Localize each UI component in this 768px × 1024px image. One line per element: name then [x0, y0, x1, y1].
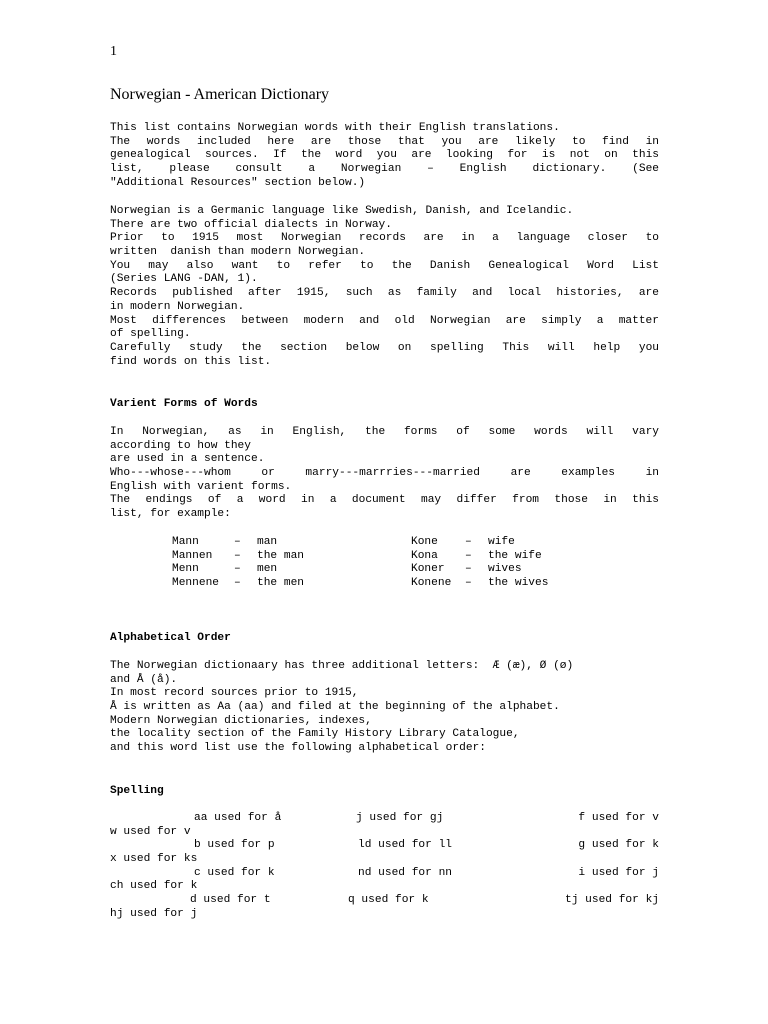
word-cell: Mann	[172, 536, 199, 548]
spelling-row-wrap	[110, 908, 659, 922]
text-line: Norwegian is a Germanic language like Swedish, Danish, and Icelandic.	[110, 205, 574, 217]
spelling-row-wrap	[110, 826, 659, 840]
word-cell: Konene	[411, 577, 452, 590]
spelling-rule: nd used for nn	[358, 866, 452, 879]
word-example-row	[110, 536, 568, 550]
dash-cell: –	[234, 549, 241, 562]
spelling-rule: j used for gj	[356, 812, 444, 824]
spelling-row-wrap	[110, 853, 659, 867]
word-cell: the man	[257, 549, 304, 562]
text-line: Modern Norwegian dictionaries, indexes,	[110, 714, 372, 727]
dash-cell: –	[234, 563, 241, 576]
text-line: The endings of a word in a document may differ from those in this	[110, 494, 659, 507]
word-cell: the wives	[488, 577, 549, 590]
text-line: There are two official dialects in Norway.	[110, 218, 392, 231]
dash-cell: –	[465, 549, 472, 562]
word-cell: man	[257, 536, 278, 548]
text-line: Carefully study the section below on spelling This will help you	[110, 341, 659, 354]
section-heading-spelling: Spelling	[110, 785, 164, 797]
text-line: In most record sources prior to 1915,	[110, 687, 359, 700]
section-heading-alphabetical-order: Alphabetical Order	[110, 632, 231, 644]
text-line: the locality section of the Family History Library Catalogue,	[110, 728, 520, 741]
word-cell: Menn	[172, 563, 199, 576]
text-line: Who---whose---whom or marry---marrries---married are examples in	[110, 467, 659, 480]
text-line: according to how they	[110, 439, 251, 452]
variant-forms-paragraph	[110, 426, 659, 522]
spelling-rule: ch used for k	[110, 880, 198, 893]
text-line: find words on this list.	[110, 355, 272, 368]
text-line: Most differences between modern and old Norwegian are simply a matter	[110, 314, 659, 327]
text-line: list, please consult a Norwegian – English dictionary. (See	[110, 163, 659, 176]
spelling-row	[110, 839, 659, 853]
page-number: 1	[110, 44, 117, 59]
word-example-row	[110, 563, 568, 577]
text-line: (Series LANG -DAN, 1).	[110, 273, 258, 286]
text-line: Prior to 1915 most Norwegian records are in a language closer to	[110, 232, 659, 245]
dash-cell: –	[234, 536, 241, 548]
word-example-row	[110, 577, 568, 591]
indent-cell	[110, 550, 172, 564]
word-cell: the men	[257, 577, 304, 590]
spelling-row-wrap	[110, 880, 659, 894]
spelling-row	[110, 867, 659, 881]
text-line: This list contains Norwegian words with their English translations.	[110, 122, 560, 134]
text-line: and this word list use the following alphabetical order:	[110, 742, 486, 755]
spelling-rule: ld used for ll	[358, 839, 452, 852]
dash-cell: –	[465, 577, 472, 590]
dash-cell: –	[465, 536, 472, 548]
word-example-row	[110, 550, 568, 564]
spelling-rule: tj used for kj	[565, 894, 659, 907]
spelling-rule: i used for j	[578, 866, 659, 879]
spelling-rule: x used for ks	[110, 853, 198, 866]
spelling-rule: d used for t	[190, 894, 271, 907]
indent-cell	[110, 577, 172, 591]
spelling-row	[110, 812, 659, 826]
word-cell: Kona	[411, 549, 438, 562]
word-cell: Koner	[411, 563, 445, 576]
text-line: The words included here are those that you are likely to find in	[110, 135, 659, 148]
word-cell: Mannen	[172, 549, 213, 562]
text-line: of spelling.	[110, 328, 191, 341]
dash-cell: –	[465, 563, 472, 576]
text-line: Records published after 1915, such as family and local histories, are	[110, 287, 659, 300]
section-heading-variant-forms: Varient Forms of Words	[110, 398, 258, 410]
text-line: You may also want to refer to the Danish Genealogical Word List	[110, 259, 659, 272]
page-title: Norwegian - American Dictionary	[110, 86, 330, 103]
word-cell: wife	[488, 536, 515, 548]
spelling-rule: g used for k	[578, 839, 659, 852]
dash-cell: –	[234, 577, 241, 590]
text-line: and Å (å).	[110, 673, 178, 686]
text-line: "Additional Resources" section below.)	[110, 176, 366, 189]
word-examples-table	[110, 536, 568, 591]
spelling-rule: aa used for å	[194, 812, 282, 824]
indent-cell	[110, 536, 172, 550]
text-line: are used in a sentence.	[110, 453, 265, 466]
word-cell: men	[257, 563, 278, 576]
text-line: written danish than modern Norwegian.	[110, 246, 366, 259]
word-cell: wives	[488, 563, 522, 576]
text-line: in modern Norwegian.	[110, 300, 245, 313]
text-line: English with varient forms.	[110, 480, 292, 493]
alphabetical-order-paragraph	[110, 660, 659, 756]
text-line: Å is written as Aa (aa) and filed at the beginning of the alphabet.	[110, 701, 560, 714]
word-cell: the wife	[488, 549, 542, 562]
spelling-list	[110, 812, 659, 922]
spelling-rule: f used for v	[578, 812, 659, 824]
indent-cell	[110, 563, 172, 577]
spelling-rule: b used for p	[194, 839, 275, 852]
text-line: In Norwegian, as in English, the forms of some words will vary	[110, 426, 659, 438]
spelling-rule: q used for k	[348, 894, 429, 907]
word-cell: Kone	[411, 536, 438, 548]
spelling-row	[110, 894, 659, 908]
language-notes-paragraph	[110, 205, 659, 369]
word-cell: Mennene	[172, 577, 219, 590]
intro-paragraph	[110, 122, 659, 190]
spelling-rule: hj used for j	[110, 907, 198, 920]
text-line: list, for example:	[110, 508, 231, 521]
text-line: genealogical sources. If the word you are looking for is not on this	[110, 149, 659, 162]
spelling-rule: w used for v	[110, 825, 191, 838]
text-line: The Norwegian dictionaary has three additional letters: Æ (æ), Ø (ø)	[110, 660, 574, 672]
spelling-rule: c used for k	[194, 866, 275, 879]
